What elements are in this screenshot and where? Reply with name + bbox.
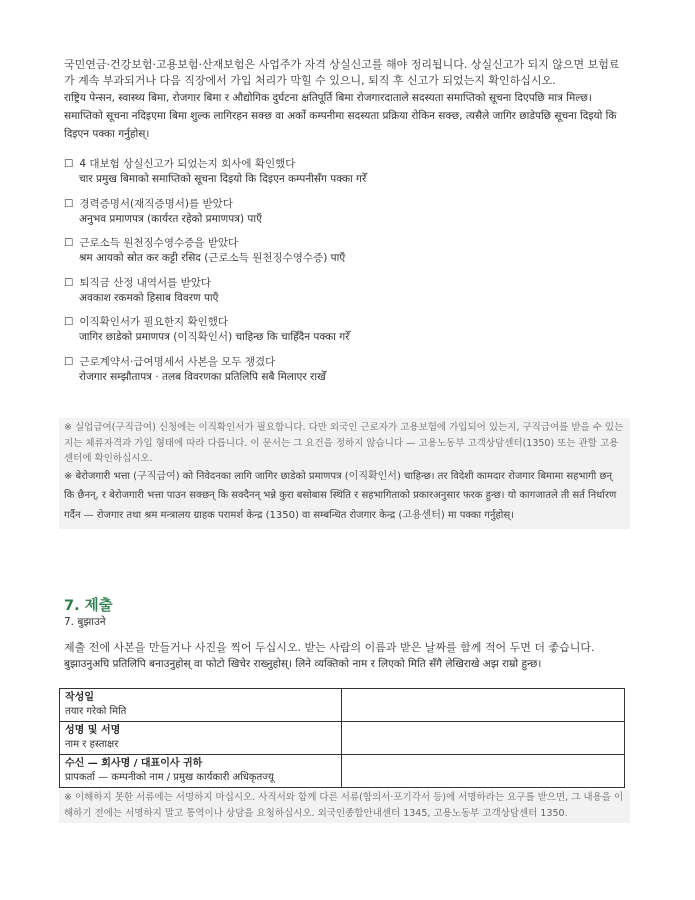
- checkbox-icon[interactable]: ☐: [64, 158, 74, 170]
- section-body-korean: 제출 전에 사본을 만들거나 사진을 찍어 두십시오. 받는 사람의 이름과 받은 날짜를 함께 적어 두면 더 좋습니다.: [64, 641, 595, 654]
- table-label-cell: [60, 689, 342, 722]
- checklist-item-nepali: चार प्रमुख बिमाको समाप्तिको सूचना दिइयो कि दिइएन कम्पनीसँग पक्का गरेँ: [79, 173, 367, 185]
- table-row: [60, 722, 625, 755]
- checkbox-icon[interactable]: ☐: [64, 197, 74, 210]
- table-label-cell: [60, 755, 342, 788]
- checklist-item-nepali: श्रम आयको स्रोत कर कट्टी रसिद (근로소득 원천징수영수증) पाएँ: [79, 252, 346, 264]
- section-body-nepali: बुझाउनुअघि प्रतिलिपि बनाउनुहोस् वा फोटो खिचेर राख्नुहोस्। लिने व्यक्तिको नाम र लिएको मिति सँगै लेखिराखे अझ राम्रो हुन्छ।: [64, 658, 542, 670]
- checklist: [64, 157, 630, 394]
- checkbox-icon[interactable]: ☐: [64, 355, 74, 368]
- date-label-nepali: तयार गरेको मिति: [65, 706, 127, 717]
- signature-table: [59, 688, 625, 788]
- checklist-item[interactable]: [64, 355, 630, 385]
- date-field[interactable]: [342, 689, 625, 722]
- section-body: [64, 639, 630, 673]
- checklist-item-korean: 근로소득 원천징수영수증을 받았다: [79, 237, 239, 249]
- name-signature-label-korean: 성명 및 서명: [65, 725, 121, 736]
- recipient-label-nepali: प्रापकर्ता — कम्पनीको नाम / प्रमुख कार्यकारी अधिकृतज्यू: [65, 772, 274, 783]
- note-box: [59, 418, 630, 529]
- section-title: 7. 제출: [64, 598, 113, 614]
- checklist-item-nepali: जागिर छाडेको प्रमाणपत्र (이직확인서) चाहिन्छ कि चाहिँदैन पक्का गरेँ: [79, 331, 350, 343]
- checklist-item-nepali: रोजगार सम्झौतापत्र · तलब विवरणका प्रतिलिपि सबै मिलाएर राखेँ: [79, 370, 326, 383]
- recipient-label-korean: 수신 — 회사명 / 대표이사 귀하: [65, 758, 203, 769]
- section-subtitle: 7. बुझाउने: [64, 616, 106, 628]
- checklist-item-korean: 경력증명서(재직증명서)를 받았다: [79, 197, 233, 210]
- checklist-item-korean: 4 대보험 상실신고가 되었는지 회사에 확인했다: [79, 158, 296, 170]
- checklist-item[interactable]: [64, 315, 630, 345]
- table-row: [60, 689, 625, 722]
- checkbox-icon[interactable]: ☐: [64, 316, 74, 328]
- intro-block: [64, 57, 630, 143]
- recipient-field[interactable]: [342, 755, 625, 788]
- note-korean: ※ 실업급여(구직급여) 신청에는 이직확인서가 필요합니다. 다만 외국인 근로자가 고용보험에 가입되어 있는지, 구직급여를 받을 수 있는지는 체류자격과 가입 형태에 따라 다릅니다. 이 문서는 그 요건을 정하지 않습니다 — 고용노동부 고객상담센터(1350) 또는 관할 고용센터에 확인하십시오.: [64, 422, 624, 464]
- checklist-item-korean: 이직확인서가 필요한지 확인했다: [79, 316, 229, 328]
- name-signature-field[interactable]: [342, 722, 625, 755]
- checklist-item-nepali: अवकाश रकमको हिसाब विवरण पाएँ: [79, 291, 219, 304]
- checklist-item[interactable]: [64, 157, 630, 187]
- table-row: [60, 755, 625, 788]
- intro-korean: 국민연금·건강보험·고용보험·산재보험은 사업주가 자격 상실신고를 해야 정리됩니다. 상실신고가 되지 않으면 보험료가 계속 부과되거나 다음 직장에서 가입 처리가 막힐 수 있으니, 퇴직 후 신고가 되었는지 확인하십시오.: [64, 58, 620, 87]
- table-label-cell: [60, 722, 342, 755]
- note-nepali: ※ बेरोजगारी भत्ता (구직급여) को निवेदनका लागि जागिर छाडेको प्रमाणपत्र (이직확인서) चाहिन्छ। तर विदेशी कामदार रोजगार बिमामा सहभागी छन् कि छैनन्, र बेरोजगारी भत्ता पाउन सक्छन् कि सक्दैनन् भन्ने कुरा बसोबास स्थिति र सहभागिताको प्रकारअनुसार फरक हुन्छ। यो कागजातले ती सर्त निर्धारण गर्दैन — रोजगार तथा श्रम मन्त्रालय ग्राहक परामर्श केन्द्र (1350) वा सम्बन्धित रोजगार केन्द्र (고용센터) मा पक्का गर्नुहोस्।: [64, 470, 617, 521]
- footer-note: ※ 이해하지 못한 서류에는 서명하지 마십시오. 사직서와 함께 다른 서류(합의서·포기각서 등)에 서명하라는 요구를 받으면, 그 내용을 이해하기 전에는 서명하지 말고 통역이나 상담을 요청하십시오. 외국인종합안내센터 1345, 고용노동부 고객상담센터 1350.: [59, 790, 630, 823]
- checklist-item-korean: 근로계약서·급여명세서 사본을 모두 챙겼다: [79, 355, 276, 368]
- intro-nepali: राष्ट्रिय पेन्सन, स्वास्थ्य बिमा, रोजगार बिमा र औद्योगिक दुर्घटना क्षतिपूर्ति बिमा रोजगारदाताले सदस्यता समाप्तिको सूचना दिएपछि मात्र मिल्छ। समाप्तिको सूचना नदिइएमा बिमा शुल्क लागिरहन सक्छ वा अर्को कम्पनीमा सदस्यता प्रक्रिया रोकिन सक्छ, त्यसैले जागिर छाडेपछि सूचना दिइयो कि दिइएन पक्का गर्नुहोस्।: [64, 92, 617, 140]
- name-signature-label-nepali: नाम र हस्ताक्षर: [65, 739, 119, 750]
- checklist-item-nepali: अनुभव प्रमाणपत्र (कार्यरत रहेको प्रमाणपत्र) पाएँ: [79, 212, 262, 225]
- checklist-item[interactable]: [64, 197, 630, 227]
- checkbox-icon[interactable]: ☐: [64, 237, 74, 249]
- checkbox-icon[interactable]: ☐: [64, 276, 74, 289]
- checklist-item[interactable]: [64, 276, 630, 306]
- checklist-item-korean: 퇴직금 산정 내역서를 받았다: [79, 276, 212, 289]
- date-label-korean: 작성일: [65, 692, 94, 703]
- checklist-item[interactable]: [64, 236, 630, 266]
